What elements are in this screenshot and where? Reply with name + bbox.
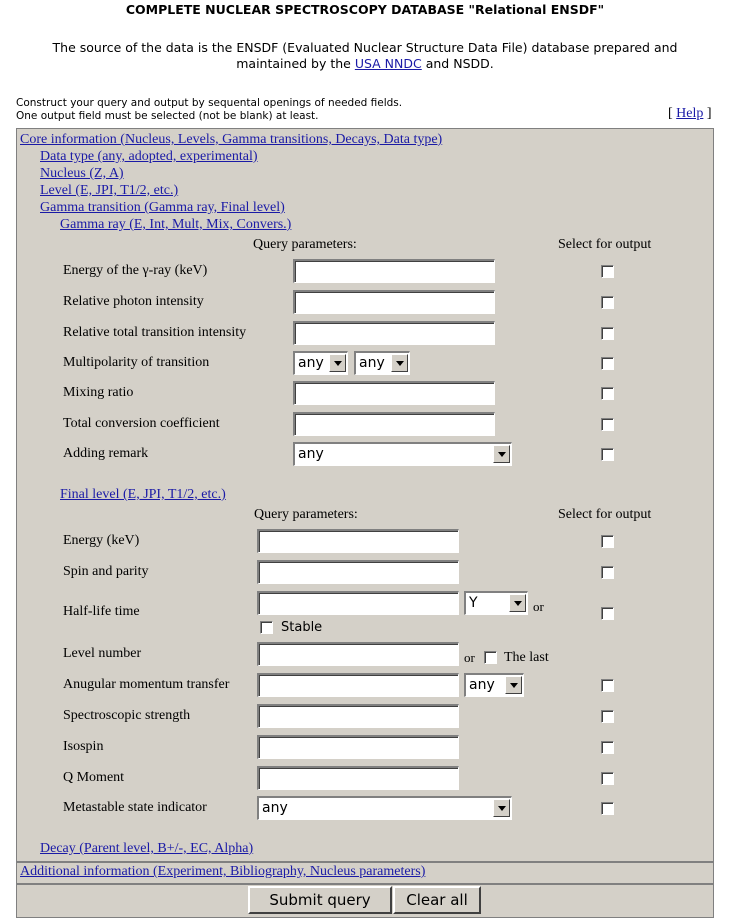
nav-gamma-transition[interactable]: Gamma transition (Gamma ray, Final level) xyxy=(40,200,285,215)
multipolarity-select-1-value: any xyxy=(298,355,324,371)
the-last-checkbox[interactable] xyxy=(484,651,497,664)
chevron-down-icon xyxy=(505,676,522,694)
nav-final-level[interactable]: Final level (E, JPI, T1/2, etc.) xyxy=(60,487,226,502)
nav-decay[interactable]: Decay (Parent level, B+/-, EC, Alpha) xyxy=(40,841,254,856)
final-output-header: Select for output xyxy=(558,507,652,522)
multipolarity-select-2[interactable] xyxy=(354,351,410,375)
multipolarity-select-1[interactable] xyxy=(293,351,348,375)
intro-text: maintained by the xyxy=(236,56,355,71)
adding-remark-output-checkbox[interactable] xyxy=(601,448,614,461)
label-rel-photon: Relative photon intensity xyxy=(63,294,204,309)
q-moment-output-checkbox[interactable] xyxy=(601,772,614,785)
conversion-output-checkbox[interactable] xyxy=(601,418,614,431)
final-energy-input[interactable] xyxy=(257,529,459,553)
stable-checkbox[interactable] xyxy=(260,621,273,634)
adding-remark-select-value: any xyxy=(298,446,324,462)
label-metastable: Metastable state indicator xyxy=(63,800,207,815)
stable-label: Stable xyxy=(281,620,323,635)
conversion-input[interactable] xyxy=(293,412,495,436)
page-title: COMPLETE NUCLEAR SPECTROSCOPY DATABASE "Relational ENSDF" xyxy=(125,2,605,17)
adding-remark-select[interactable] xyxy=(293,442,512,466)
label-mixing-ratio: Mixing ratio xyxy=(63,385,134,400)
angular-momentum-input[interactable] xyxy=(257,673,459,697)
label-level-number: Level number xyxy=(63,646,142,661)
label-half-life: Half-life time xyxy=(63,604,140,619)
help-wrapper xyxy=(668,106,712,122)
instructions-line-2: One output field must be selected (not be blank) at least. xyxy=(16,110,319,122)
multipolarity-output-checkbox[interactable] xyxy=(601,357,614,370)
nav-additional-information[interactable]: Additional information (Experiment, Bibliography, Nucleus parameters) xyxy=(20,864,426,879)
label-final-energy: Energy (keV) xyxy=(63,533,140,548)
half-life-unit-value: Y xyxy=(469,595,478,611)
angular-momentum-select[interactable] xyxy=(464,673,524,697)
gamma-energy-input[interactable] xyxy=(293,259,495,283)
final-energy-output-checkbox[interactable] xyxy=(601,535,614,548)
multipolarity-select-2-value: any xyxy=(359,355,385,371)
metastable-select[interactable] xyxy=(257,796,512,820)
label-angular-momentum: Anugular momentum transfer xyxy=(63,677,230,692)
intro-line-1: The source of the data is the ENSDF (Evaluated Nuclear Structure Data File) database prepared and xyxy=(52,40,678,55)
chevron-down-icon xyxy=(391,354,408,372)
mixing-ratio-input[interactable] xyxy=(293,381,495,405)
nav-nucleus[interactable]: Nucleus (Z, A) xyxy=(40,166,124,181)
instructions-line-1: Construct your query and output by sequental openings of needed fields. xyxy=(16,97,403,109)
intro-text-end: and NSDD. xyxy=(421,56,494,71)
help-bracket-close: ] xyxy=(703,106,712,121)
chevron-down-icon xyxy=(509,594,526,612)
label-multipolarity: Multipolarity of transition xyxy=(63,355,210,370)
usa-nndc-link[interactable]: USA NNDC xyxy=(354,56,422,71)
chevron-down-icon xyxy=(493,799,510,817)
rel-total-input[interactable] xyxy=(293,321,495,345)
help-link[interactable]: Help xyxy=(676,106,704,121)
mixing-ratio-output-checkbox[interactable] xyxy=(601,387,614,400)
final-query-header: Query parameters: xyxy=(254,507,358,522)
nav-core-information[interactable]: Core information (Nucleus, Levels, Gamma transitions, Decays, Data type) xyxy=(20,132,443,147)
isospin-output-checkbox[interactable] xyxy=(601,741,614,754)
label-isospin: Isospin xyxy=(63,739,104,754)
label-spectroscopic-strength: Spectroscopic strength xyxy=(63,708,191,723)
half-life-unit-select[interactable] xyxy=(464,591,528,615)
gamma-output-header: Select for output xyxy=(558,237,652,252)
label-spin-parity: Spin and parity xyxy=(63,564,149,579)
submit-query-button[interactable]: Submit query xyxy=(248,886,392,914)
label-conversion: Total conversion coefficient xyxy=(63,416,220,431)
chevron-down-icon xyxy=(329,354,346,372)
q-moment-input[interactable] xyxy=(257,766,459,790)
spectroscopic-strength-output-checkbox[interactable] xyxy=(601,710,614,723)
metastable-output-checkbox[interactable] xyxy=(601,802,614,815)
rel-photon-input[interactable] xyxy=(293,290,495,314)
spectroscopic-strength-input[interactable] xyxy=(257,704,459,728)
chevron-down-icon xyxy=(493,445,510,463)
gamma-query-header: Query parameters: xyxy=(253,237,357,252)
angular-momentum-select-value: any xyxy=(469,677,495,693)
nav-gamma-ray[interactable]: Gamma ray (E, Int, Mult, Mix, Convers.) xyxy=(60,217,292,232)
metastable-select-value: any xyxy=(262,800,288,816)
half-life-input[interactable] xyxy=(257,591,459,615)
spin-parity-input[interactable] xyxy=(257,560,459,584)
half-life-or-text: or xyxy=(533,599,544,614)
rel-photon-output-checkbox[interactable] xyxy=(601,296,614,309)
label-gamma-energy: Energy of the γ-ray (keV) xyxy=(63,263,208,278)
gamma-energy-output-checkbox[interactable] xyxy=(601,265,614,278)
angular-momentum-output-checkbox[interactable] xyxy=(601,679,614,692)
intro-line-2 xyxy=(0,56,730,71)
half-life-output-checkbox[interactable] xyxy=(601,607,614,620)
help-bracket-open: [ xyxy=(668,106,677,121)
nav-level[interactable]: Level (E, JPI, T1/2, etc.) xyxy=(40,183,179,198)
the-last-label: The last xyxy=(504,650,549,665)
label-adding-remark: Adding remark xyxy=(63,446,149,461)
rel-total-output-checkbox[interactable] xyxy=(601,327,614,340)
isospin-input[interactable] xyxy=(257,735,459,759)
level-number-input[interactable] xyxy=(257,642,459,666)
spin-parity-output-checkbox[interactable] xyxy=(601,566,614,579)
clear-all-button[interactable]: Clear all xyxy=(393,886,481,914)
nav-data-type[interactable]: Data type (any, adopted, experimental) xyxy=(40,149,258,164)
label-q-moment: Q Moment xyxy=(63,770,125,785)
label-rel-total: Relative total transition intensity xyxy=(63,325,247,340)
level-number-or-text: or xyxy=(464,650,475,665)
